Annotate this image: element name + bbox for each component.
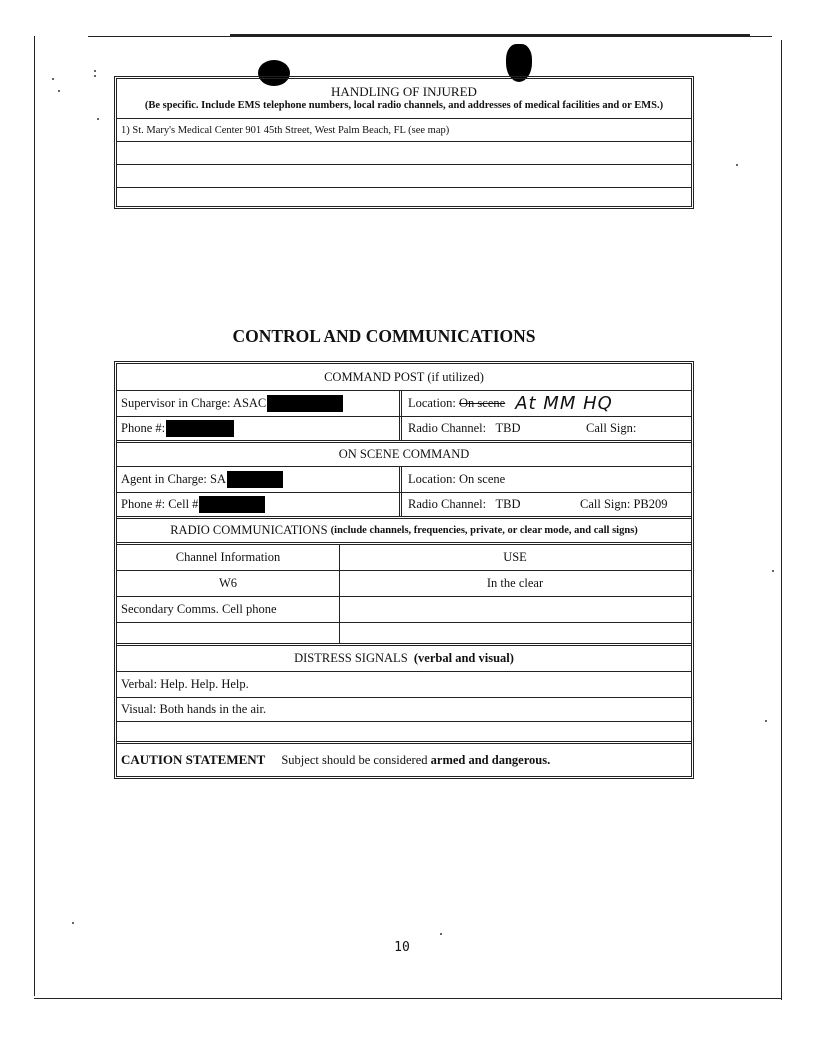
channel-cell: Secondary Comms. Cell phone [121, 602, 277, 616]
page-number: 10 [394, 940, 410, 955]
redaction-box [267, 395, 343, 412]
on-scene-radio [404, 493, 574, 516]
injured-entry: 1) St. Mary's Medical Center 901 45th Street, West Palm Beach, FL (see map) [121, 124, 450, 136]
col-channel-header: Channel Information [175, 550, 281, 564]
scan-border-bottom [34, 998, 782, 999]
location-handwritten: At MM HQ [515, 393, 613, 414]
location-label: Location: [408, 396, 456, 410]
supervisor-label: Supervisor in Charge: ASAC [121, 396, 267, 410]
radio-value: TBD [495, 497, 521, 511]
agent-phone [117, 493, 397, 516]
agent-label: Agent in Charge: SA [121, 472, 226, 486]
supervisor-field [117, 391, 403, 416]
section-title: CONTROL AND COMMUNICATIONS [232, 326, 536, 346]
radio-label: Radio Channel: [408, 421, 487, 435]
channel-cell [117, 623, 339, 643]
command-post-location [404, 391, 613, 416]
distress-header-note: (verbal and visual) [413, 651, 514, 665]
scan-border-right [781, 40, 782, 1000]
radio-value: TBD [495, 421, 521, 435]
caution-emphasis: armed and dangerous. [430, 752, 551, 767]
distress-header [117, 646, 691, 671]
radio-header [117, 519, 691, 542]
caution-label: CAUTION STATEMENT [121, 752, 266, 767]
command-post-header: COMMAND POST (if utilized) [324, 369, 484, 384]
injured-table [114, 76, 694, 209]
use-cell: In the clear [486, 576, 544, 590]
col-use-header: USE [503, 550, 527, 564]
caution-row [117, 744, 550, 776]
control-table [114, 361, 694, 779]
scan-border-left [34, 36, 35, 996]
redaction-box [227, 471, 283, 488]
caution-text: Subject should be considered [281, 752, 428, 767]
use-cell [339, 597, 691, 622]
agent-field [117, 467, 397, 492]
radio-label: Radio Channel: [408, 497, 487, 511]
supervisor-phone [117, 417, 397, 440]
use-cell [339, 623, 691, 643]
radio-header-note: (include channels, frequencies, private, or clear mode, and call signs) [330, 525, 638, 536]
on-scene-callsign: Call Sign: PB209 [580, 497, 668, 511]
distress-header-main: DISTRESS SIGNALS [294, 651, 408, 665]
redaction-box [166, 420, 234, 437]
injured-entry [117, 188, 121, 206]
agent-phone-label: Phone #: Cell # [121, 497, 199, 511]
radio-header-main: RADIO COMMUNICATIONS [170, 523, 328, 537]
on-scene-header: ON SCENE COMMAND [338, 447, 470, 461]
injured-entry [117, 142, 121, 164]
command-post-radio [404, 417, 574, 440]
location-struck: On scene [459, 396, 506, 410]
injured-instruction: (Be specific. Include EMS telephone numbers, local radio channels, and addresses of medical facilities and or EMS.) [144, 100, 664, 111]
phone-label: Phone #: [121, 421, 166, 435]
distress-visual: Visual: Both hands in the air. [121, 702, 267, 716]
scan-border-top [88, 36, 772, 37]
redaction-box [199, 496, 265, 513]
scan-border-top-right [230, 34, 750, 36]
channel-cell: W6 [218, 576, 238, 590]
injured-title: HANDLING OF INJURED [331, 84, 477, 99]
injured-entry [117, 165, 121, 187]
distress-verbal: Verbal: Help. Help. Help. [121, 677, 249, 691]
on-scene-location: Location: On scene [408, 472, 506, 486]
command-post-callsign: Call Sign: [586, 421, 637, 435]
